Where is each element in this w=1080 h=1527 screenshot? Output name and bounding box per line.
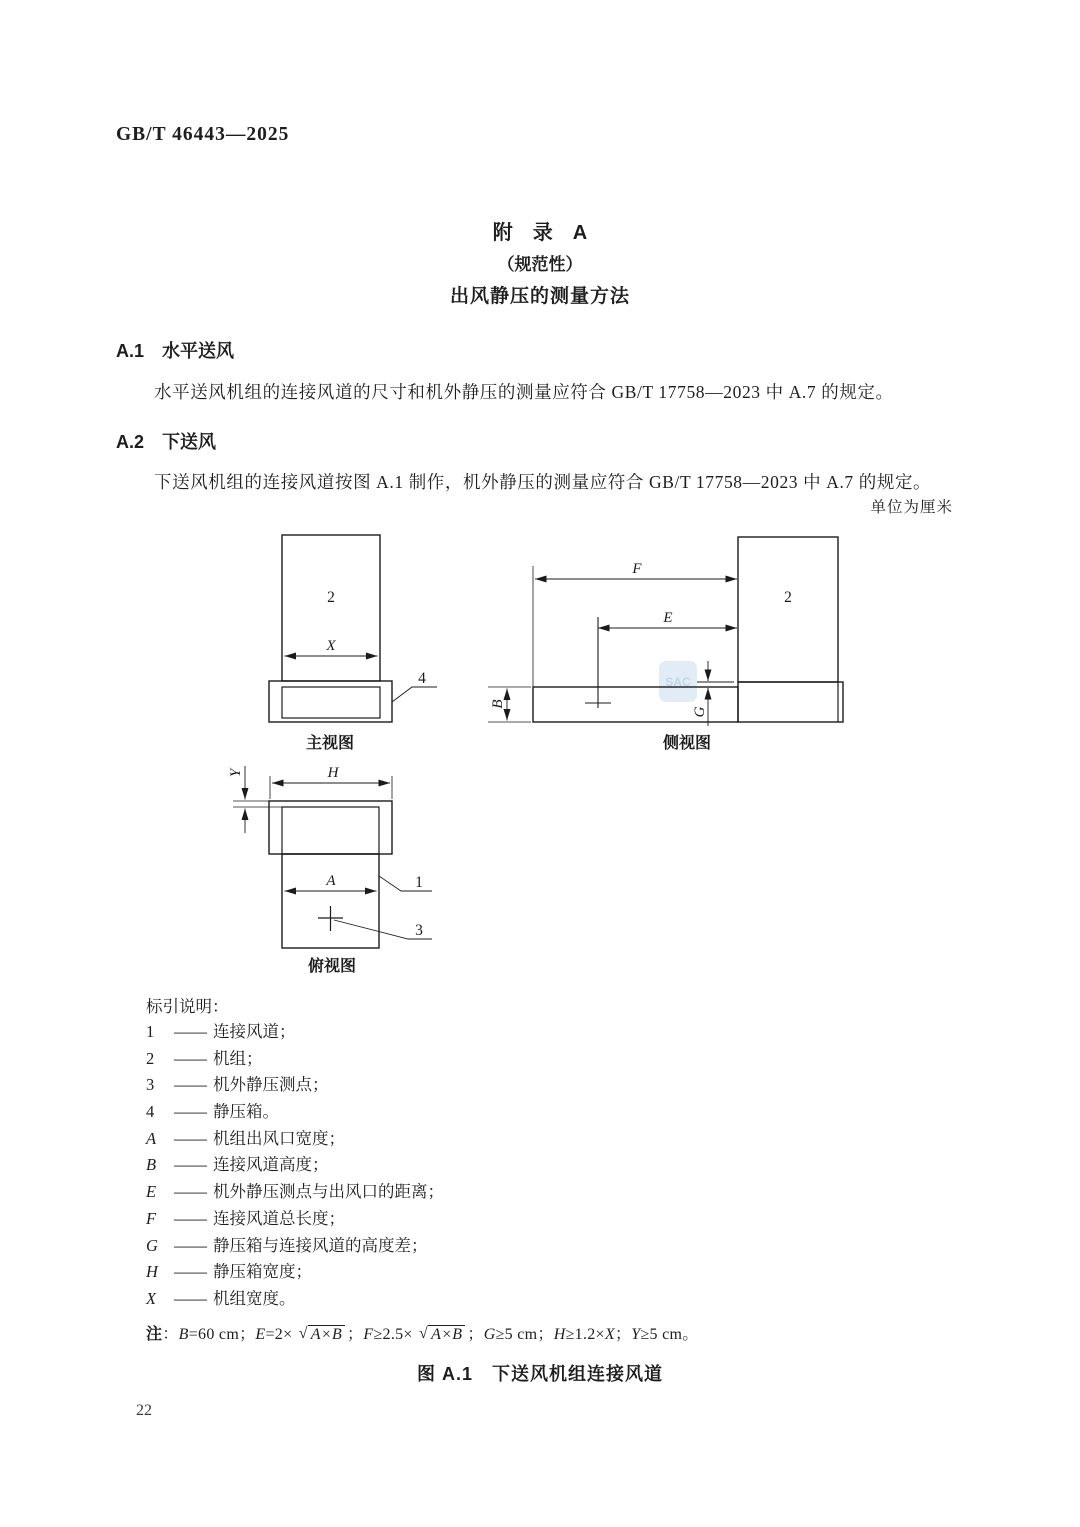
legend-description: 静压箱。 [213,1102,279,1122]
legend-list [146,1019,444,1313]
top-dim-a-label: A [326,873,336,889]
top-dim-h-label: H [327,765,339,781]
top-view [233,766,432,948]
top-callout-3-label: 3 [415,922,423,939]
legend-symbol: 1 [146,1022,155,1041]
front-callout-4-label: 4 [418,670,426,687]
legend-description: 连接风道高度； [213,1155,329,1175]
front-view-caption: 主视图 [305,735,355,752]
front-callout-leader [392,687,437,702]
legend-symbol: X [146,1288,157,1308]
legend-description: 静压箱宽度； [213,1262,312,1282]
legend-symbol: 3 [146,1075,155,1095]
legend-item [146,1233,444,1260]
section-a1-paragraph: 水平送风机组的连接风道的尺寸和机外静压的测量应符合 GB/T 17758—2023 中 A.7 的规定。 [154,382,894,402]
front-plenum-inner [282,687,380,718]
legend-dash: —— [174,1102,207,1122]
legend-description: 机外静压测点； [213,1075,329,1095]
side-unit-outline [738,537,838,682]
top-callout-1-leader [379,876,432,891]
top-plenum-outline [269,801,392,854]
legend-description: 连接风道总长度； [213,1208,345,1228]
legend-symbol: 2 [146,1048,155,1068]
side-dim-g-label: G [692,706,708,718]
legend-item [146,1259,444,1286]
legend-dash: —— [174,1262,207,1282]
side-dim-f-label: F [632,561,642,577]
side-dim-b-label: B [490,699,506,709]
legend-dash: —— [174,1208,207,1228]
legend-item [146,1179,444,1206]
legend-description: 机组； [213,1048,263,1068]
front-unit-outline [282,535,380,681]
doc-number: GB/T 46443—2025 [116,124,290,145]
legend-item [146,1286,444,1313]
legend-symbol: F [146,1208,157,1228]
top-plenum-inner [282,807,379,854]
legend-symbol: B [146,1155,157,1175]
legend-item [146,1206,444,1233]
legend-title: 标引说明： [146,997,229,1016]
legend-dash: —— [174,1048,207,1068]
figure-note: 注：B=60 cm；E=2× √ A×B ；F≥2.5× √ A×B ；G≥5 cm；H≥1.2×X；Y≥5 cm。 [146,1325,699,1343]
top-duct-outline [282,854,379,948]
page-number: 22 [136,1402,152,1419]
legend-item [146,1152,444,1179]
legend-dash: —— [174,1022,207,1041]
legend-symbol: 4 [146,1102,155,1122]
side-dim-e-label: E [663,610,673,626]
appendix-normative-tag: （规范性） [497,255,583,274]
front-dim-x-label: X [326,638,336,654]
side-view-caption: 侧视图 [662,735,712,752]
front-unit-label: 2 [327,589,335,606]
appendix-subject-title: 出风静压的测量方法 [449,286,630,307]
legend-symbol: G [146,1235,158,1255]
front-view [269,535,437,722]
legend-item [146,1099,444,1126]
legend-dash: —— [174,1128,207,1148]
legend-dash: —— [174,1235,207,1255]
figure-unit-note: 单位为厘米 [870,499,953,516]
legend-symbol: H [146,1262,158,1282]
legend-item [146,1126,444,1153]
side-unit-label: 2 [784,589,792,606]
legend-item [146,1019,444,1046]
section-heading-a2: A.2 下送风 [116,432,217,452]
legend-item [146,1046,444,1073]
side-plenum-outline [738,682,843,722]
section-a2-paragraph: 下送风机组的连接风道按图 A.1 制作，机外静压的测量应符合 GB/T 17758—2023 中 A.7 的规定。 [154,472,932,492]
top-callout-1-label: 1 [415,874,423,891]
legend-dash: —— [174,1155,207,1175]
legend-description: 机组宽度。 [213,1288,296,1308]
legend-symbol: E [146,1182,157,1202]
legend-item [146,1072,444,1099]
legend-dash: —— [174,1288,207,1308]
legend-dash: —— [174,1075,207,1095]
figure-a1-drawing [200,520,980,990]
legend-description: 静压箱与连接风道的高度差； [213,1235,428,1255]
sac-watermark [659,661,697,702]
section-heading-a1: A.1 水平送风 [116,341,235,361]
legend-description: 机组出风口宽度； [213,1128,345,1148]
appendix-title: 附 录 A [492,222,588,244]
legend-description: 连接风道； [213,1022,296,1041]
legend-dash: —— [174,1182,207,1202]
svg-text:SAC: SAC [665,675,691,689]
top-view-caption: 俯视图 [307,958,357,975]
legend-description: 机外静压测点与出风口的距离； [213,1182,444,1202]
top-dim-y-label: Y [228,768,244,778]
figure-caption: 图 A.1 下送风机组连接风道 [416,1364,663,1384]
legend-symbol: A [146,1128,157,1148]
